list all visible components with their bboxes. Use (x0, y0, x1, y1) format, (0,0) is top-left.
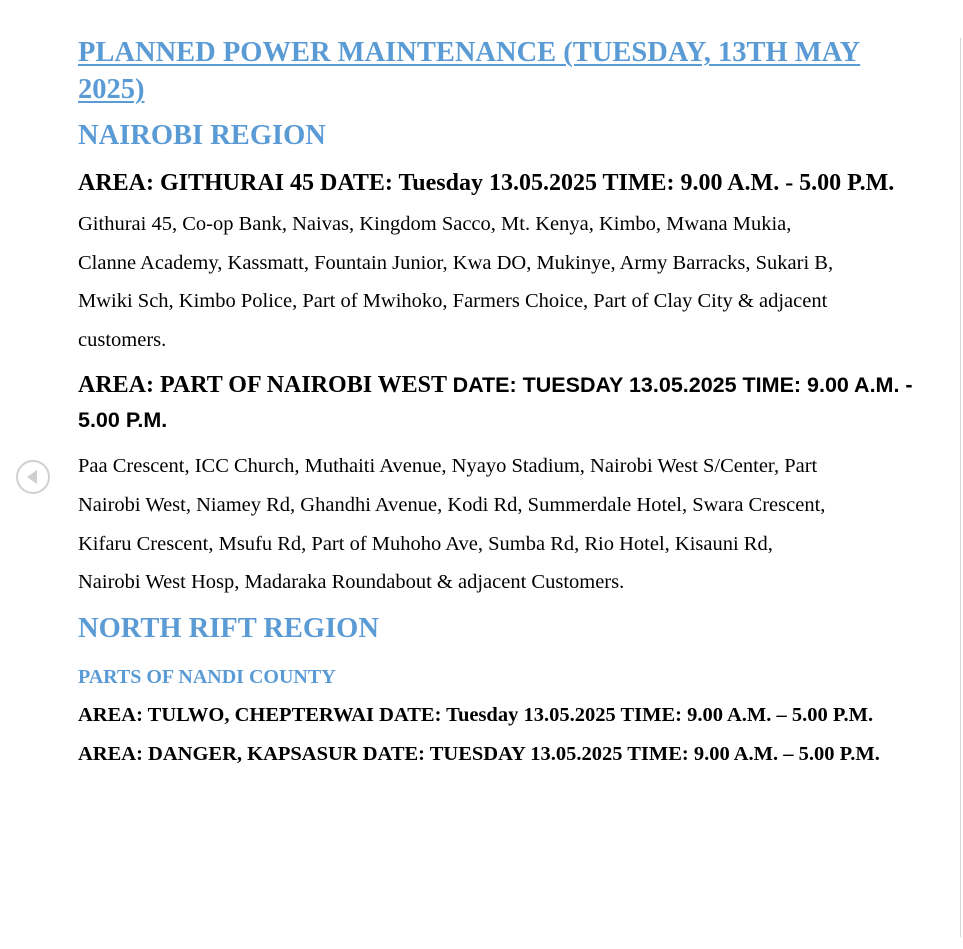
area-heading-nairobi-west (78, 368, 923, 438)
document-body (78, 34, 923, 768)
region-heading-nairobi: NAIROBI REGION (78, 120, 326, 151)
area-label-nairobi-west: AREA: PART OF NAIROBI WEST (78, 372, 453, 399)
page-title: PLANNED POWER MAINTENANCE (TUESDAY, 13TH MAY 2025) (78, 37, 861, 105)
page-edge-divider (960, 38, 961, 937)
triangle-left-icon (18, 462, 48, 492)
area-heading-githurai: AREA: GITHURAI 45 DATE: Tuesday 13.05.2025 TIME: 9.00 A.M. - 5.00 P.M. (78, 170, 895, 196)
area-heading-tulwo: AREA: TULWO, CHEPTERWAI DATE: Tuesday 13.05.2025 TIME: 9.00 A.M. – 5.00 P.M. (78, 703, 874, 726)
area-details-nairobi-west: Paa Crescent, ICC Church, Muthaiti Avenue, Nyayo Stadium, Nairobi West S/Center, Part Nairobi West, Niamey Rd, Ghandhi Avenue, Kodi Rd, Summerdale Hotel, Swara Crescent, Kifaru Crescent, Msufu Rd, Part of Muhoho Ave, Sumba Rd, Rio Hotel, Kisauni Rd, Nairobi West Hosp, Madaraka Roundabout & adjacent Customers. (78, 455, 826, 594)
previous-page-button[interactable] (16, 460, 50, 494)
region-heading-north-rift: NORTH RIFT REGION (78, 612, 379, 644)
county-heading-nandi: PARTS OF NANDI COUNTY (78, 665, 336, 688)
area-date-time-nairobi-west: DATE: TUESDAY 13.05.2025 TIME: 9.00 A.M. - 5.00 P.M. (78, 373, 913, 433)
area-heading-danger: AREA: DANGER, KAPSASUR DATE: TUESDAY 13.05.2025 TIME: 9.00 A.M. – 5.00 P.M. (78, 742, 880, 765)
area-details-githurai: Githurai 45, Co-op Bank, Naivas, Kingdom Sacco, Mt. Kenya, Kimbo, Mwana Mukia, Clanne Academy, Kassmatt, Fountain Junior, Kwa DO, Mukinye, Army Barracks, Sukari B, Mwiki Sch, Kimbo Police, Part of Mwihoko, Farmers Choice, Part of Clay City & adjacent customers. (78, 213, 834, 351)
